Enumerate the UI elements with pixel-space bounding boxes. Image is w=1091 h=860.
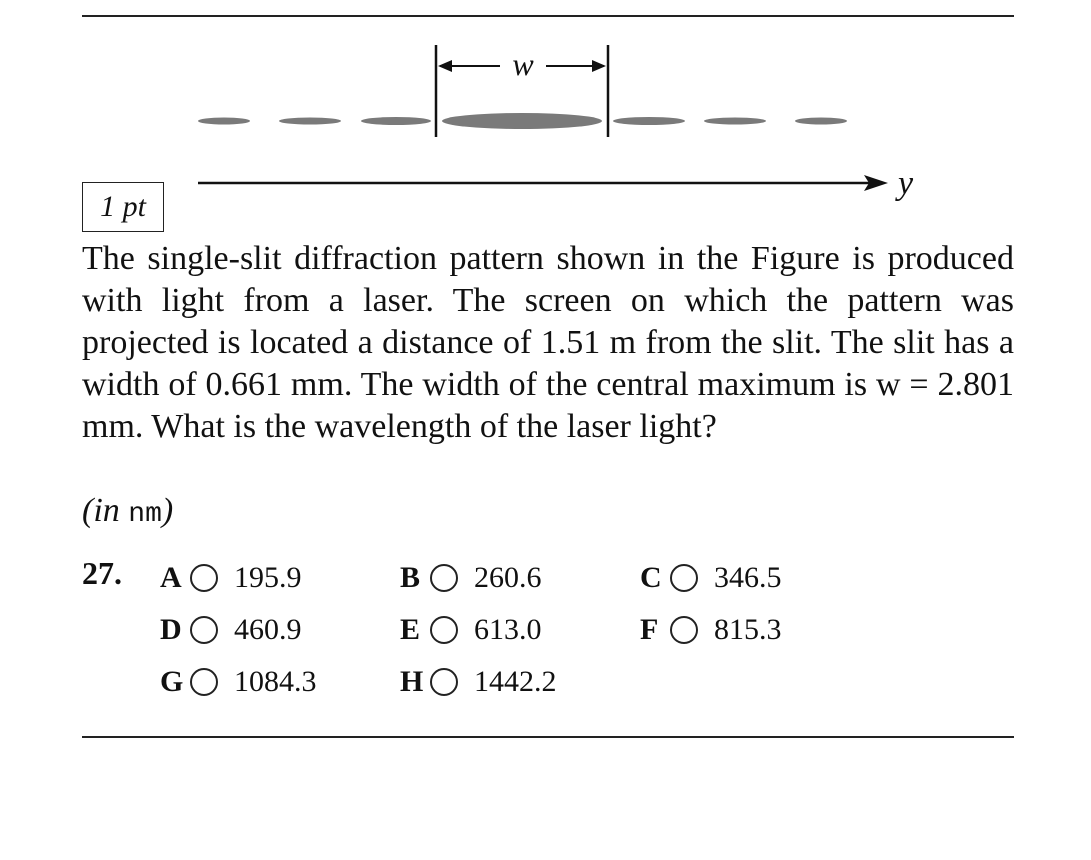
radio-bubble[interactable]: [190, 564, 218, 592]
radio-bubble[interactable]: [190, 616, 218, 644]
choice-c[interactable]: [640, 558, 782, 598]
fringe-right-3: [795, 118, 847, 125]
width-arrowhead-left: [438, 60, 452, 72]
choice-g[interactable]: [160, 662, 317, 702]
fringe-right-2: [704, 118, 766, 125]
choice-value: 815.3: [714, 613, 782, 646]
choice-value: 460.9: [234, 613, 302, 646]
question-number: 27.: [82, 555, 122, 591]
points-box: [82, 182, 164, 232]
choice-a[interactable]: [160, 558, 302, 598]
radio-bubble[interactable]: [670, 616, 698, 644]
choice-value: 1084.3: [234, 665, 317, 698]
radio-bubble[interactable]: [430, 668, 458, 696]
radio-bubble[interactable]: [430, 564, 458, 592]
radio-bubble[interactable]: [430, 616, 458, 644]
choice-letter: E: [400, 613, 421, 646]
radio-bubble[interactable]: [190, 668, 218, 696]
choice-letter: C: [640, 561, 662, 594]
radio-bubble[interactable]: [670, 564, 698, 592]
question-text: The single-slit diffraction pattern shown in the Figure is produced with light from a laser. The screen on which the pattern was projected is located a distance of 1.51 m from the slit. The slit has a width of 0.661 mm. The width of the central maximum is w = 2.801 mm. What is the wavelength of the laser light?: [82, 240, 1014, 445]
choice-value: 346.5: [714, 561, 782, 594]
width-label: w: [512, 46, 534, 82]
bottom-rule: [82, 736, 1014, 738]
points-label: 1 pt: [100, 190, 146, 223]
choice-letter: F: [640, 613, 659, 646]
y-axis-label: y: [898, 165, 914, 202]
choice-f[interactable]: [640, 610, 782, 650]
units-prefix: (in: [82, 492, 129, 529]
units-unit: nm: [128, 499, 162, 530]
choice-value: 260.6: [474, 561, 542, 594]
units-suffix: ): [161, 492, 174, 529]
choice-letter: B: [400, 561, 421, 594]
fringe-left-3: [198, 118, 250, 125]
fringe-right-1: [613, 117, 685, 125]
choice-b[interactable]: [400, 558, 542, 598]
choice-h[interactable]: [400, 662, 557, 702]
width-arrowhead-right: [592, 60, 606, 72]
choice-letter: D: [160, 613, 182, 646]
fringe-left-2: [279, 118, 341, 125]
choice-letter: A: [160, 561, 182, 594]
choice-value: 613.0: [474, 613, 542, 646]
central-maximum: [442, 113, 602, 129]
choice-letter: H: [400, 665, 424, 698]
choice-e[interactable]: [400, 610, 542, 650]
choice-d[interactable]: [160, 610, 302, 650]
answer-units: [82, 490, 173, 536]
fringe-left-1: [361, 117, 431, 125]
choice-value: 1442.2: [474, 665, 557, 698]
choice-value: 195.9: [234, 561, 302, 594]
choice-letter: G: [160, 665, 184, 698]
